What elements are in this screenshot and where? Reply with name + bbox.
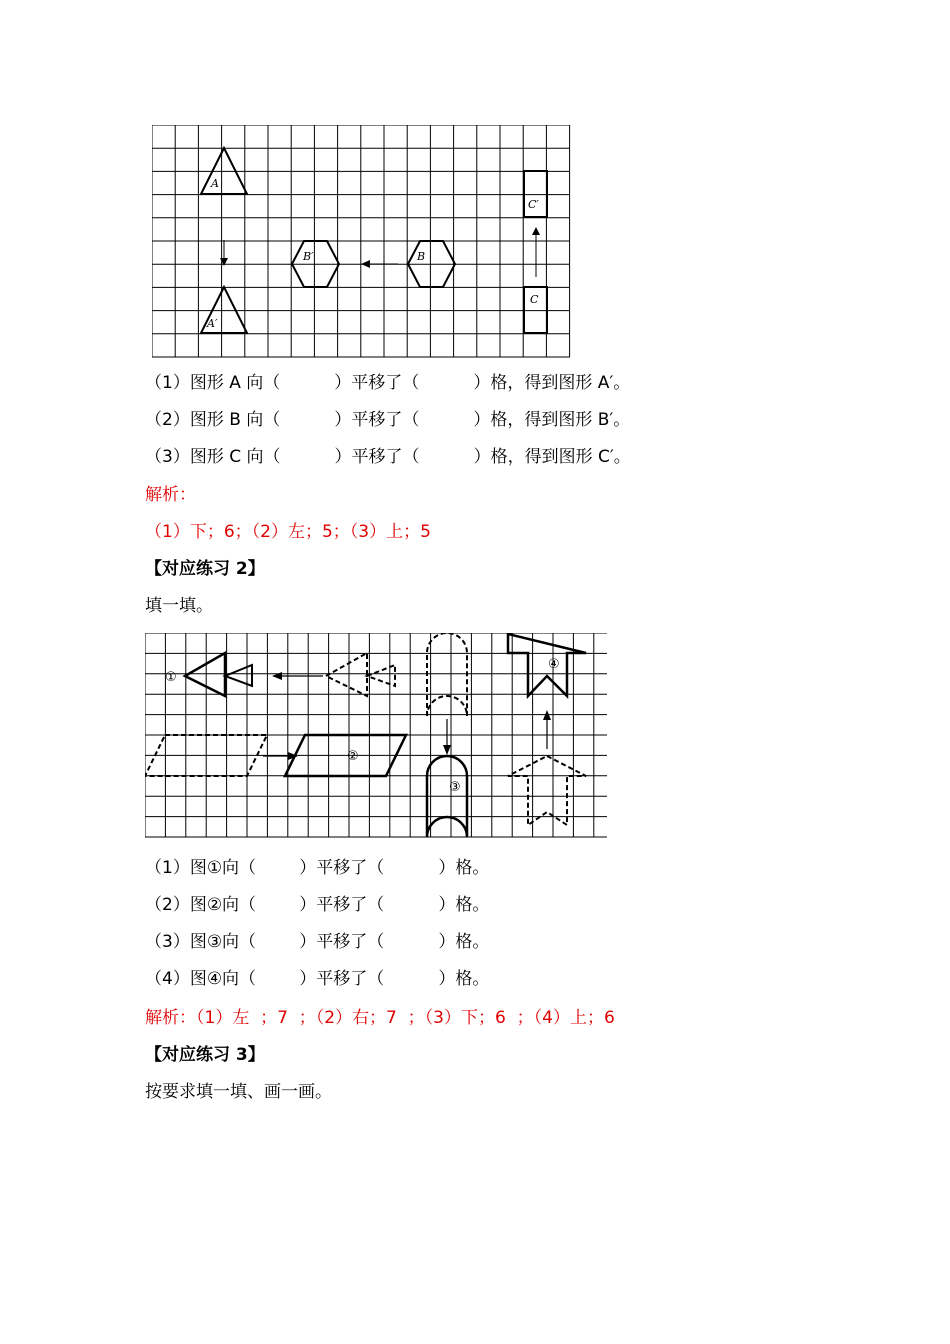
section-2-instruction: 填一填。 [145, 596, 213, 616]
label-shape-2: ② [347, 749, 359, 764]
shape-4-dashed [508, 756, 586, 825]
shape-3-dashed [427, 633, 467, 716]
question-1-1: （1）图形 A 向（ ）平移了（ ）格，得到图形 A′。 [145, 373, 631, 393]
section-3-instruction: 按要求填一填、画一画。 [145, 1082, 332, 1102]
question-2-3: （3）图③向（ ）平移了（ ）格。 [145, 932, 490, 952]
shape-1-dashed-big [326, 653, 367, 696]
shape-4-arrow [508, 634, 586, 696]
section-2-title: 【对应练习 2】 [145, 559, 265, 579]
analysis-2: 解析：（1）左 ；7 ；（2）右；7 ；（3）下；6 ；（4）上；6 [145, 1008, 615, 1028]
arrow-3-head [443, 745, 451, 755]
arrow-c-head [532, 227, 540, 235]
question-2-1: （1）图①向（ ）平移了（ ）格。 [145, 858, 490, 878]
translation-grid-figure-2 [145, 633, 609, 839]
analysis-1-answer: （1）下；6；（2）左；5；（3）上；5 [145, 522, 431, 542]
question-1-3: （3）图形 C 向（ ）平移了（ ）格，得到图形 C′。 [145, 447, 631, 467]
question-2-2: （2）图②向（ ）平移了（ ）格。 [145, 895, 490, 915]
analysis-1-label: 解析： [145, 485, 196, 505]
label-c: C [530, 293, 539, 306]
label-shape-4: ④ [548, 657, 560, 672]
shape-1-small-triangle [225, 665, 252, 686]
label-a: A [211, 177, 219, 190]
label-c-prime: C′ [528, 198, 539, 211]
label-shape-3: ③ [449, 780, 461, 795]
label-a-prime: A′ [207, 317, 218, 330]
shape-1-big-triangle [185, 653, 225, 696]
question-1-2: （2）图形 B 向（ ）平移了（ ）格，得到图形 B′。 [145, 410, 631, 430]
translation-grid-figure-1 [152, 125, 572, 359]
label-b: B [417, 250, 426, 263]
label-shape-1: ① [165, 670, 177, 685]
shape-1-dashed-small [367, 665, 395, 686]
section-3-title: 【对应练习 3】 [145, 1045, 265, 1065]
arrow-b-head [361, 260, 370, 268]
label-b-prime: B′ [303, 250, 314, 263]
arrow-1-head [272, 672, 282, 680]
question-2-4: （4）图④向（ ）平移了（ ）格。 [145, 969, 490, 989]
